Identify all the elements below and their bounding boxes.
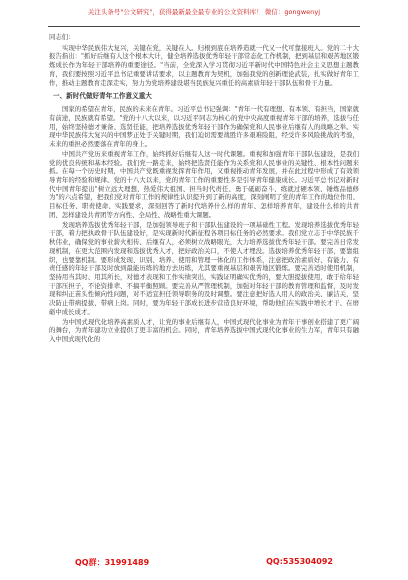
- paragraph: 实现中华民族伟大复兴，关键在党，关键在人。归根到底在培养造就一代又一代可靠接班人。党的二十大报告指出："抓好后继有人这个根本大计，健全培养选拔优秀年轻干部常态化工作机制，把到基层和艰苦地区锻炼成长作为年轻干部培养的重要途径。"当前，全党深入学习贯彻习近平新时代中国特色社会主义思想主题教育，我们要按照习近平总书记重要讲话要求，以主题教育为契机，加强我党的创新理论武装，扎实做好青年工作，推动主题教育走深走实，努力为党培养建设堪当民族复兴重任的高素质年轻干部队伍和骨干力量。: [49, 43, 359, 87]
- footer-qq-group: QQ群：31991489: [75, 558, 150, 567]
- paragraph: 国家的希望在青年，民族的未来在青年。习近平总书记强调："青年一代有理想、有本领、有担当，国家就有前途，民族就有希望。"党的十八大以来，以习近平同志为核心的党中央高度重视青年干部的培养，选拔与任用，始终坚持德才兼备、选贤任能，把培养选拔优秀年轻干部作为确保党和人民事业后继有人的战略之举。实现中华民族伟大复兴的中国梦正处于关键时期，我们迫切需要战胜许多艰难险阻，经受许多风险挑战的考验，未来的重担必然要落在青年的身上。: [49, 105, 359, 149]
- header-rule: [48, 26, 360, 27]
- footer-qq: QQ:535304092: [266, 557, 333, 566]
- greeting: 同志们：: [49, 33, 75, 41]
- header-banner: 关注头条号"公文研究"，获得最新最全最专业的公文资料库！ 微信：gongwenyj: [87, 8, 321, 16]
- paragraph: 中国共产党历来重视青年工作，始终抓好后继有人这一时代课题。重视和加强青年干部队伍建设，是我们党的优良传统和基本经验。我们党一路走来，始终把选贤任能作为关系党和人民事业的关键性、根本性问题来抓。在每一个历史时期，中国共产党既重视发挥青年作用，又重视推动青年发展，并在此过程中形成了有效领导青年的经验和规律。党的十八大以来，党的青年工作的重要性多是引导青年健康成长。习近平总书记对新时代中国青年提出"树立远大理想、热爱伟大祖国、担当时代责任、勇于砥砺奋斗、练就过硬本领、锤炼品德修为"的六点希望，把我们党对青年工作的规律性认识提升到了新的高度，深刻阐明了党的青年工作的地位作用、目标任务、职责使命、实践要求，深刻回答了新时代培养什么样的青年、怎样培养青年，建设什么样的共青团、怎样建设共青团等方向性、全局性、战略性重大课题。: [49, 149, 359, 219]
- paragraph: 发现培养选拔优秀年轻干部，是加强领导班子和干部队伍建设的一项基础性工程。发现培养选拔优秀年轻干部，着力把执政骨干队伍建设好，是实现新时代新征程各项目标任务的必然要求。我们党立志于中华民族千秋伟业，确保党的事业薪火相传、后继有人，必须树立战略眼光，大力培养选拔优秀年轻干部。要完善日常发现机制，在更大范围内发现和选拔优秀人才，把好政治关口，不使人才埋没。选拔培养优秀年轻干部，要靠组织，也要靠机制。要形成发现、识别、培养、使用和管理一体化的工作体系，注意把政治素质好、有能力、有责任感的年轻干部及时放到最能历练的地方去历练，尤其要重视基层和艰苦地区锻炼。要完善适时使用机制，坚持用当其时、用其所长，对德才表现和工作实绩突出，实践证明确实优秀的，要大胆提拔使用，敢于给年轻干部压担子，不论资排辈、不搞平衡照顾。要完善从严管理机制，加强对年轻干部的教育管理和监督，及时发现和纠正苗头性倾向性问题，对不适宜担任领导职务的及时调整。要注意把好选人用人的政治关、廉洁关，坚决防止带病提拔、带病上岗。同时，要为年轻干部成长进步营造良好环境，帮助他们在实践中增长才干、在磨砺中成长成才。: [49, 220, 359, 316]
- document-body: [49, 33, 359, 345]
- paragraph: 为中国式现代化培养高素质人才，让党的事业后继有人，中国式现代化事业为青年干事创业搭建了更广阔的舞台，为青年建功立业提供了更丰富的机会。同时，青年培养选拔中国式现代化事业的生力军，青年只有融入中国式现代化的: [49, 317, 359, 344]
- section-heading: 一、新时代做好青年工作意义重大: [53, 92, 152, 101]
- footer: [0, 557, 408, 571]
